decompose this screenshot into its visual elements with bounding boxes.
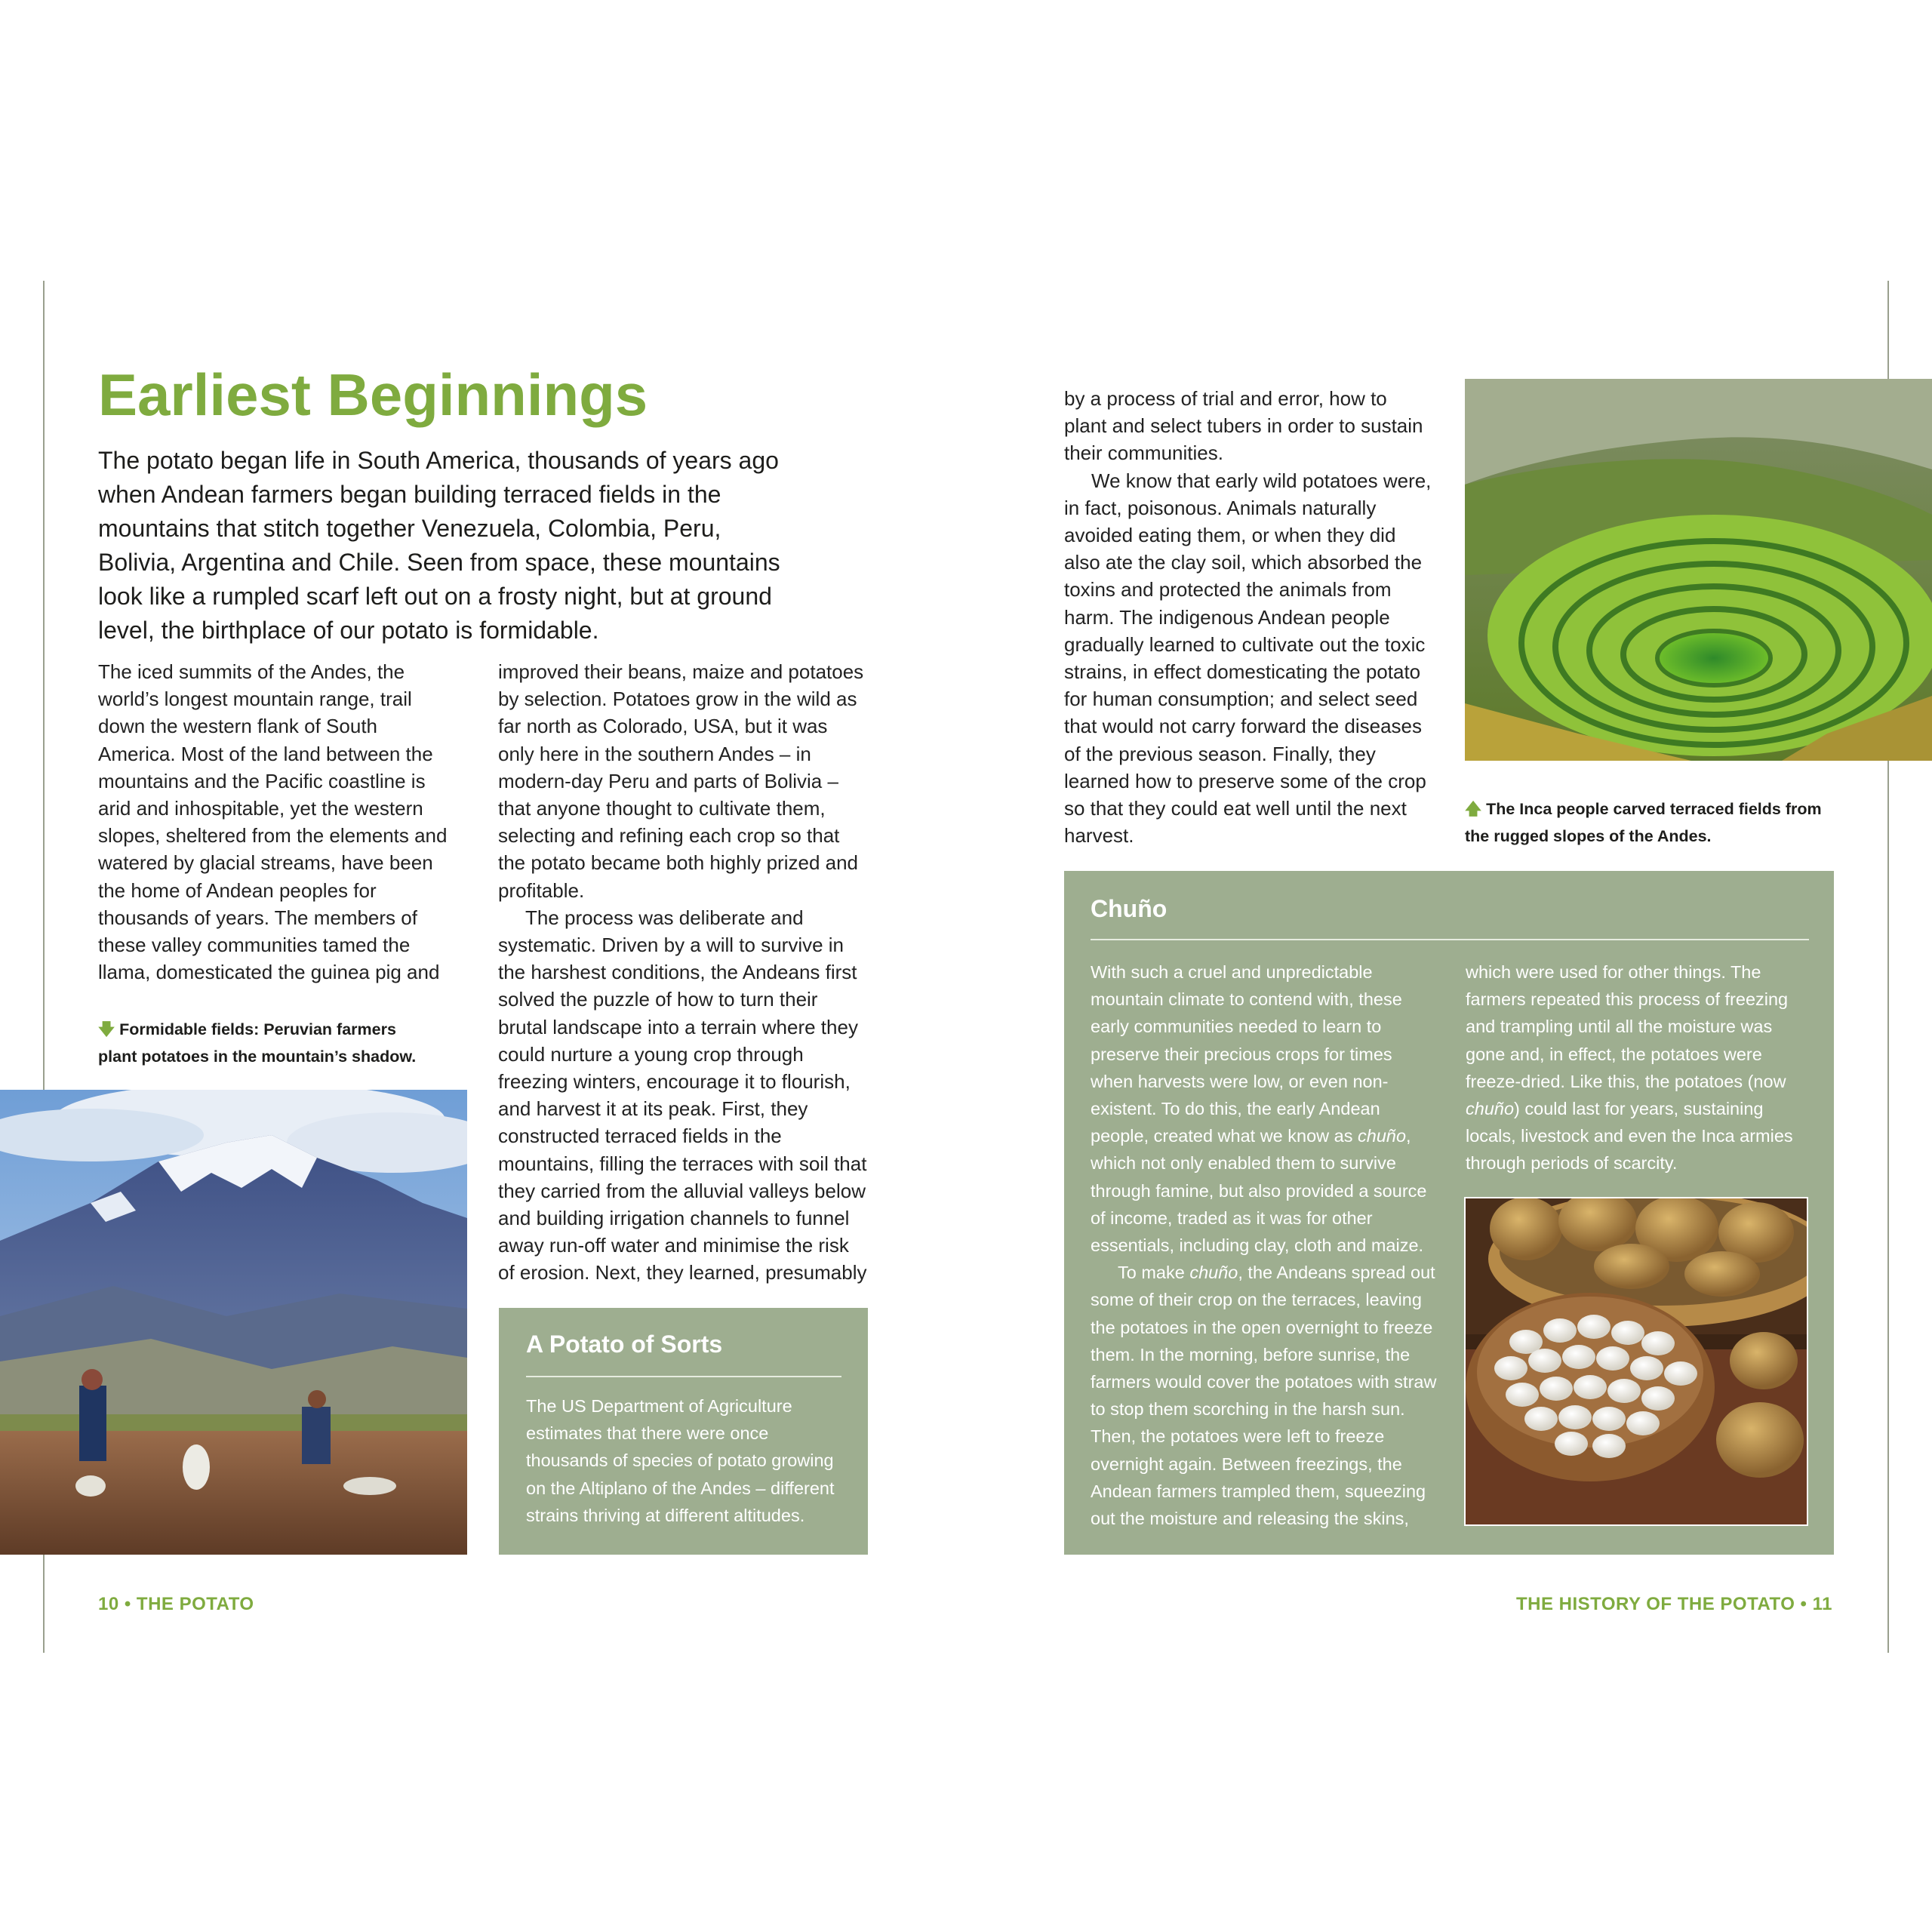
- left-column-2: [498, 658, 868, 1287]
- body-paragraph: The process was deliberate and systematic. Driven by a will to survive in the harshest conditions, the Andeans first solved the puzzle of how to turn their brutal landscape into a terrain where they could nurture a young crop through freezing winters, encourage it to flourish, and harvest it at its peak. First, they constructed terraced fields in the mountains, filling the terraces with soil that they carried from the alluvial valleys below and building irrigation channels to funnel away run-off water and minimise the risk of erosion. Next, they learned, presumably: [498, 906, 867, 1284]
- paragraph-text: With such a cruel and unpredictable mountain climate to contend with, these early communities needed to learn to preserve their precious crops for times when harvests were low, or even non-existent. To do this, the early Andean people, created what we know as: [1091, 962, 1402, 1146]
- arrow-up-icon: 🡅: [1465, 800, 1482, 818]
- sidebar-title: A Potato of Sorts: [526, 1331, 723, 1358]
- sidebar-potato-of-sorts: [499, 1308, 868, 1555]
- sidebar-column-1: [1091, 958, 1438, 1532]
- mountain-farmers-photo: [0, 1090, 467, 1555]
- caption-text: The Inca people carved terraced fields from the rugged slopes of the Andes.: [1465, 800, 1822, 845]
- body-paragraph: We know that early wild potatoes were, in fact, poisonous. Animals naturally avoided eating them, or when they did also ate the clay soil, which absorbed the toxins and protected the animals from harm. The indigenous Andean people gradually learned to cultivate out the toxic strains, in effect domesticating the potato for human consumption; and select seed that would not carry forward the diseases of the previous season. Finally, they learned how to preserve some of the crop so that they could eat well until the next harvest.: [1064, 469, 1432, 848]
- potatoes-and-chuno-photo: [1464, 1197, 1808, 1526]
- paragraph-text: which were used for other things. The farmers repeated this process of freezing and trampling until all the moisture was gone and, in effect, the potatoes were freeze-dried. Like this, the potatoes (now: [1466, 962, 1789, 1091]
- paragraph-text: , the Andeans spread out some of their crop on the terraces, leaving the potatoes in the open overnight to freeze them. In the morning, before sunrise, the farmers would cover the potatoes with straw to stop them scorching in the harsh sun. Then, the potatoes were left to freeze overnight again. Between freezings, the Andean farmers trampled them, squeezing out the moisture and releasing the skins,: [1091, 1263, 1437, 1529]
- paragraph-text: ) could last for years, sustaining locals, livestock and even the Inca armies through periods of scarcity.: [1466, 1099, 1793, 1174]
- sidebar-title: Chuño: [1091, 895, 1168, 922]
- paragraph-text: , which not only enabled them to survive through famine, but also provided a source of income, traded as it was for other essentials, including clay, cloth and maize.: [1091, 1126, 1427, 1256]
- sidebar-paragraph: The US Department of Agriculture estimates that there were once thousands of species of potato growing on the Altiplano of the Andes – different strains thriving at different altitudes.: [526, 1396, 835, 1525]
- left-column-1: [98, 658, 453, 986]
- sidebar-paragraph: [1091, 1259, 1438, 1532]
- right-photo-caption: [1465, 795, 1842, 850]
- right-column: [1064, 385, 1434, 849]
- sidebar-divider: [526, 1376, 841, 1377]
- arrow-down-icon: 🡇: [98, 1020, 115, 1038]
- sidebar-chuno: [1064, 871, 1834, 1555]
- italic-term: chuño: [1189, 1263, 1238, 1283]
- intro-paragraph: The potato began life in South America, thousands of years ago when Andean farmers began building terraced fields in the mountains that stitch together Venezuela, Colombia, Peru, Bolivia, Argentina and Chile. Seen from space, these mountains look like a rumpled scarf left out on a frosty night, but at ground level, the birthplace of our potato is formidable.: [98, 447, 780, 644]
- paragraph-text: To make: [1118, 1263, 1190, 1283]
- left-photo-caption: [98, 1016, 430, 1070]
- body-paragraph: improved their beans, maize and potatoes by selection. Potatoes grow in the wild as far north as Colorado, USA, but it was only here in the southern Andes – in modern-day Peru and parts of Bolivia – that anyone thought to cultivate them, selecting and refining each crop so that the potato became both highly prized and profitable.: [498, 660, 864, 902]
- sidebar-divider: [1091, 939, 1809, 940]
- body-paragraph: by a process of trial and error, how to plant and select tubers in order to sustain their communities.: [1064, 387, 1423, 465]
- sidebar-text: [526, 1392, 851, 1529]
- sidebar-paragraph: [1466, 958, 1813, 1177]
- sidebar-column-2: [1466, 958, 1813, 1177]
- sidebar-paragraph: [1091, 958, 1438, 1259]
- body-paragraph: The iced summits of the Andes, the world’s longest mountain range, trail down the western flank of South America. Most of the land between the mountains and the Pacific coastline is arid and inhospitable, yet the western slopes, sheltered from the elements and watered by glacial streams, have been the home of Andean peoples for thousands of years. The members of these valley communities tamed the llama, domesticated the guinea pig and: [98, 660, 448, 984]
- caption-text: Formidable fields: Peruvian farmers plant potatoes in the mountain’s shadow.: [98, 1020, 417, 1066]
- italic-term: chuño: [1466, 1099, 1515, 1119]
- page-title: Earliest Beginnings: [98, 361, 648, 428]
- italic-term: chuño: [1358, 1126, 1407, 1146]
- terraced-fields-photo: [1465, 379, 1932, 761]
- left-footer: 10 • THE POTATO: [98, 1594, 254, 1614]
- right-footer: THE HISTORY OF THE POTATO • 11: [1515, 1594, 1832, 1614]
